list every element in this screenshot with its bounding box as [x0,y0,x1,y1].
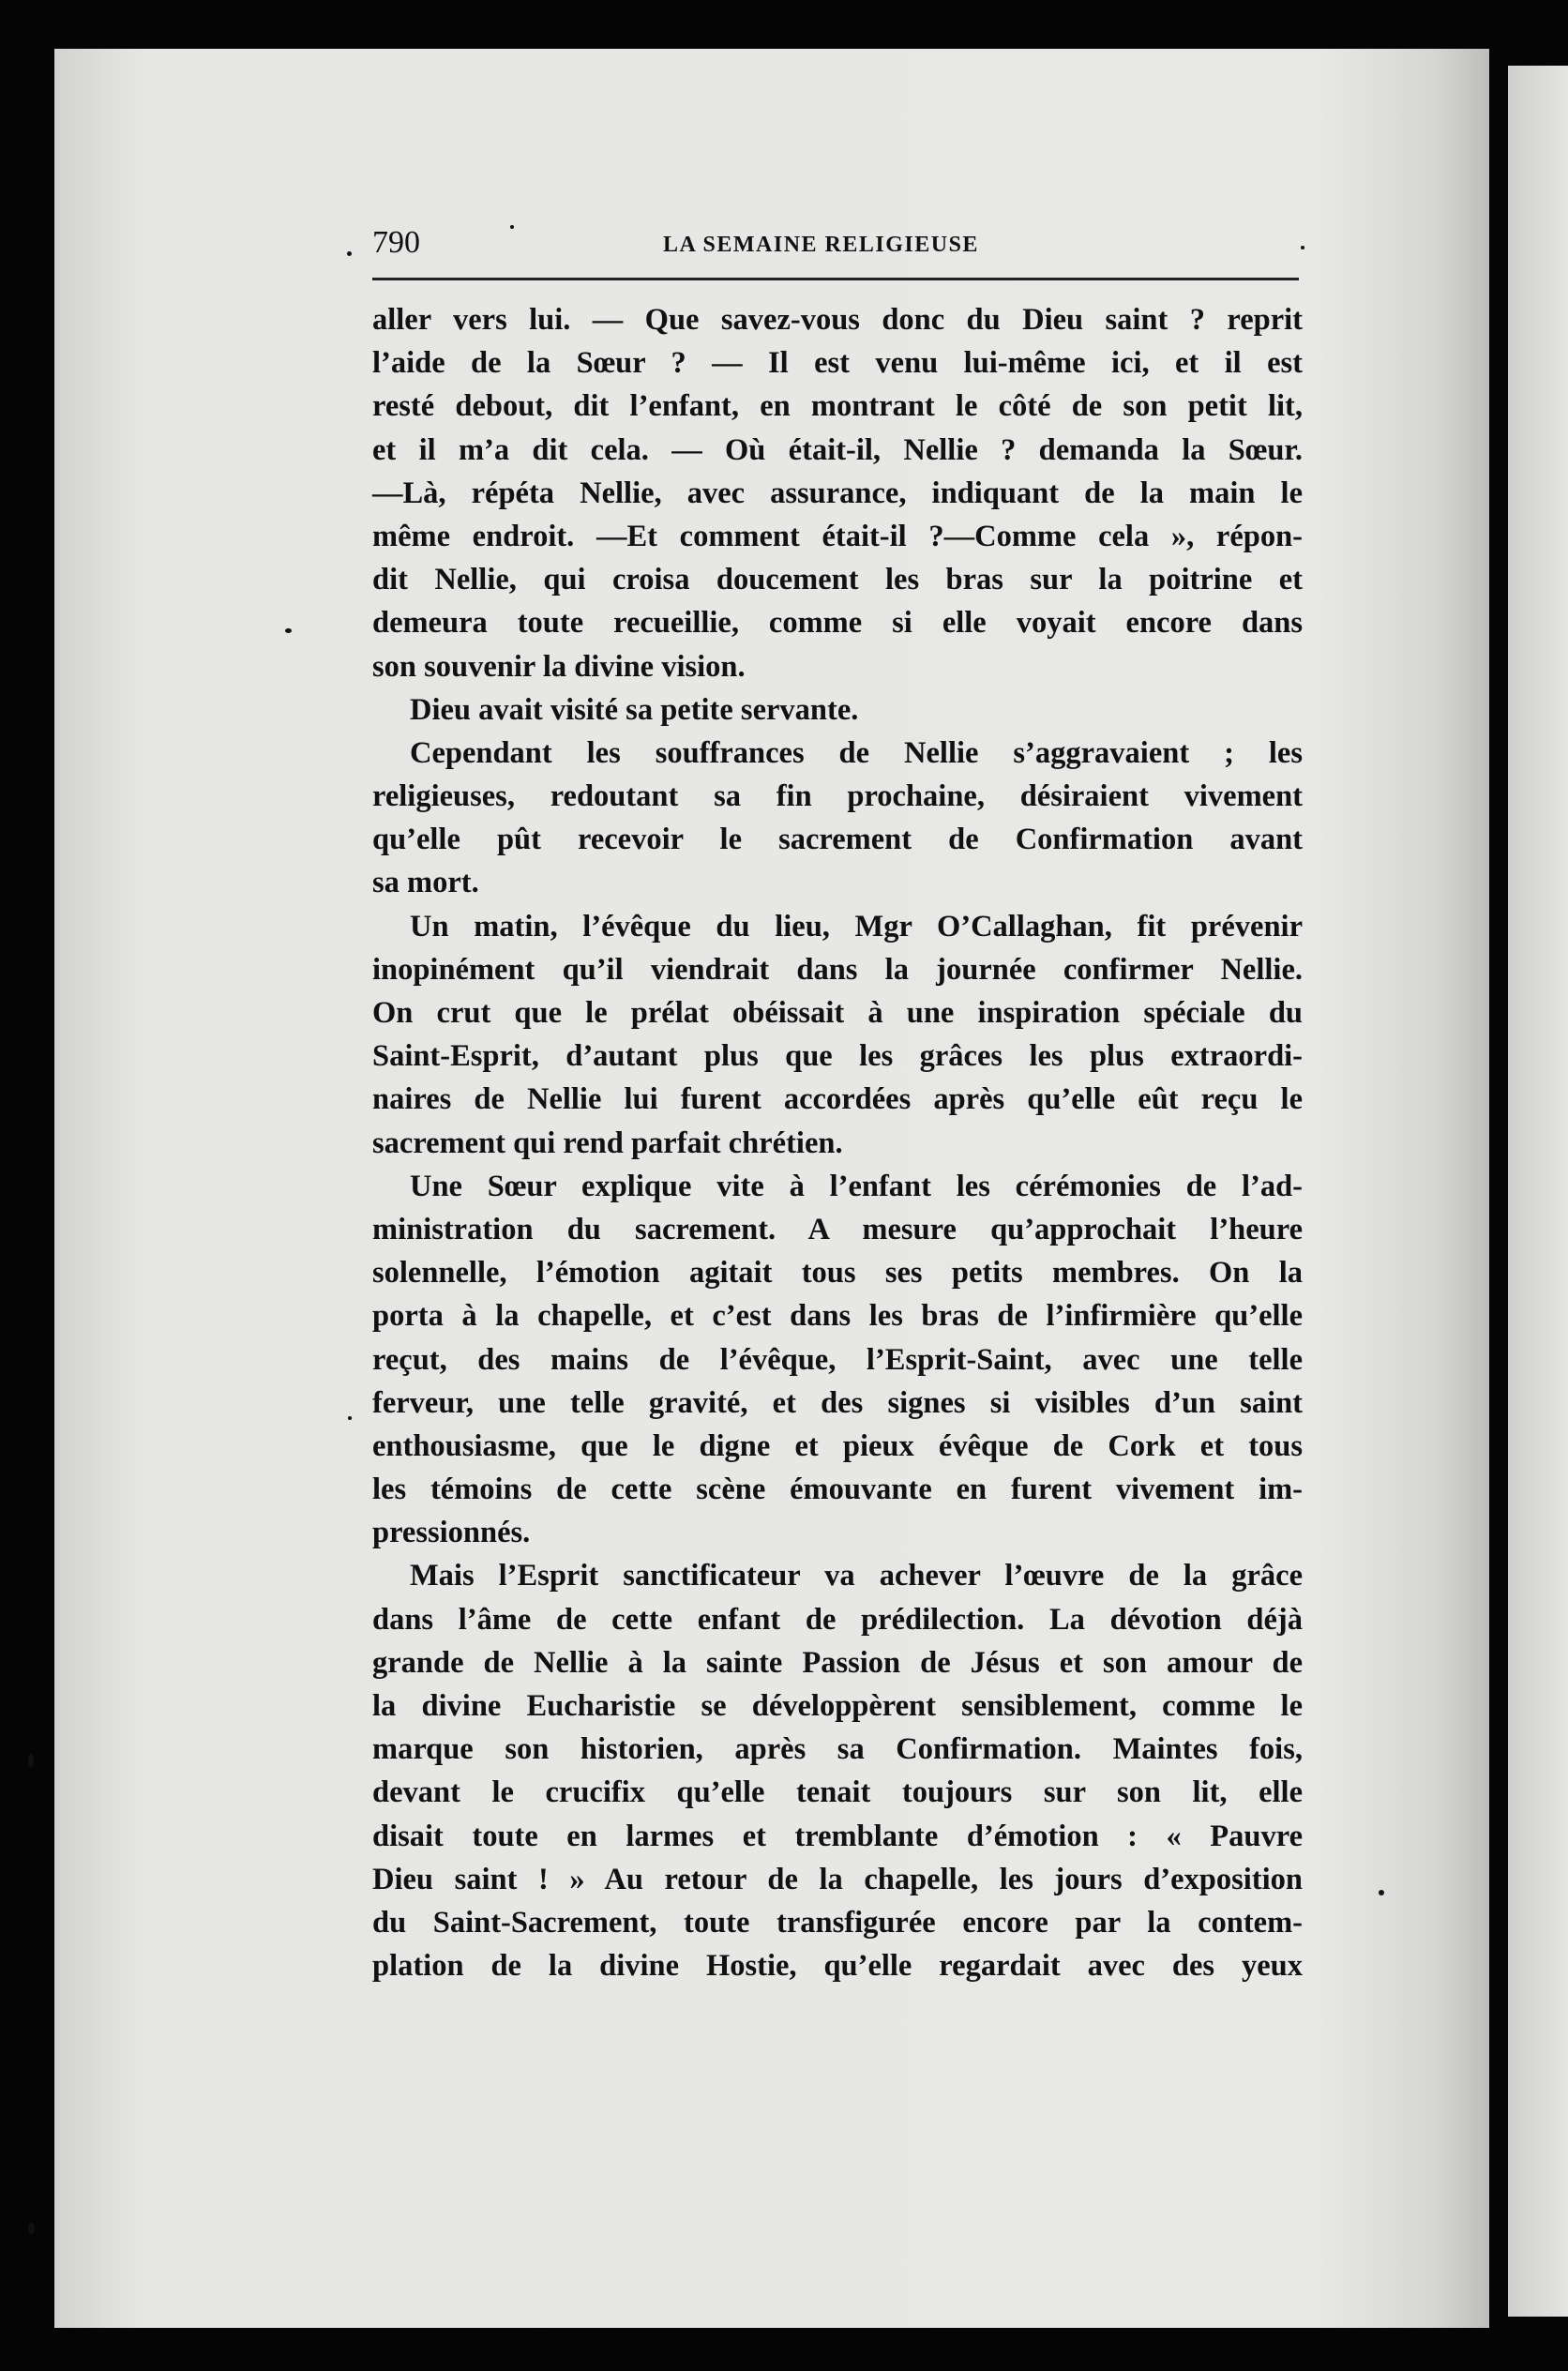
scan-speck [510,225,514,229]
text-line: On crut que le prélat obéissait à une inspiration spéciale du [372,996,1303,1030]
text-line: du Saint-Sacrement, toute transfigurée encore par la contem- [372,1905,1303,1940]
text-line: ferveur, une telle gravité, et des signes si visibles d’un saint [372,1385,1303,1420]
running-head [372,225,1299,272]
text-line: reçut, des mains de l’évêque, l’Esprit-Saint, avec une telle [372,1342,1303,1377]
text-line: porta à la chapelle, et c’est dans les bras de l’infirmière qu’elle [372,1299,1303,1334]
text-line: Saint-Esprit, d’autant plus que les grâces les plus extraordi- [372,1039,1303,1074]
facing-page-edge [1508,66,1568,2317]
text-line: dit Nellie, qui croisa doucement les bras sur la poitrine et [372,563,1303,597]
scan-speck [28,2223,35,2234]
text-line: disait toute en larmes et tremblante d’émotion : « Pauvre [372,1819,1303,1853]
text-line: resté debout, dit l’enfant, en montrant le côté de son petit lit, [372,389,1303,424]
text-line: naires de Nellie lui furent accordées après qu’elle eût reçu le [372,1082,1303,1117]
body-text [372,298,1303,1987]
scan-speck [285,628,292,633]
page-number: 790 [372,225,420,260]
text-line: ministration du sacrement. A mesure qu’approchait l’heure [372,1212,1303,1246]
text-line: l’aide de la Sœur ? — Il est venu lui-même ici, et il est [372,346,1303,381]
scan-speck [1301,246,1304,249]
text-line: même endroit. —Et comment était-il ?—Comme cela », répon- [372,519,1303,553]
text-line: et il m’a dit cela. — Où était-il, Nellie ? demanda la Sœur. [372,432,1303,467]
text-line: Une Sœur explique vite à l’enfant les cérémonies de l’ad- [410,1169,1303,1203]
text-line: devant le crucifix qu’elle tenait toujours sur son lit, elle [372,1775,1303,1810]
text-line: la divine Eucharistie se développèrent sensiblement, comme le [372,1689,1303,1723]
text-line: pressionnés. [372,1516,531,1550]
text-line: religieuses, redoutant sa fin prochaine, désiraient vivement [372,779,1303,814]
text-line: plation de la divine Hostie, qu’elle regardait avec des yeux [372,1949,1303,1984]
text-line: Cependant les souffrances de Nellie s’aggravaient ; les [410,735,1303,770]
text-line: inopinément qu’il viendrait dans la journée confirmer Nellie. [372,952,1303,987]
scan-speck [348,1416,352,1420]
text-line: aller vers lui. — Que savez-vous donc du Dieu saint ? reprit [372,303,1303,337]
text-line: Dieu avait visité sa petite servante. [410,692,859,727]
text-line: demeura toute recueillie, comme si elle voyait encore dans [372,606,1303,641]
text-line: les témoins de cette scène émouvante en furent vivement im- [372,1472,1303,1507]
scan-speck [28,1754,34,1767]
text-line: enthousiasme, que le digne et pieux évêque de Cork et tous [372,1428,1303,1463]
text-line: sacrement qui rend parfait chrétien. [372,1125,843,1160]
text-line: solennelle, l’émotion agitait tous ses petits membres. On la [372,1256,1303,1291]
text-line: grande de Nellie à la sainte Passion de Jésus et son amour de [372,1645,1303,1680]
scan-speck [347,251,352,256]
text-line: marque son historien, après sa Confirmation. Maintes fois, [372,1732,1303,1767]
text-line: Dieu saint ! » Au retour de la chapelle, les jours d’exposition [372,1862,1303,1896]
header-rule [372,278,1299,280]
text-line: —Là, répéta Nellie, avec assurance, indiquant de la main le [372,476,1303,510]
text-line: dans l’âme de cette enfant de prédilection. La dévotion déjà [372,1602,1303,1637]
text-line: son souvenir la divine vision. [372,649,746,684]
text-line: qu’elle pût recevoir le sacrement de Confirmation avant [372,823,1303,857]
scan-speck [1379,1890,1384,1895]
text-line: Un matin, l’évêque du lieu, Mgr O’Callaghan, fit prévenir [410,909,1303,944]
text-line: sa mort. [372,866,479,900]
journal-title: LA SEMAINE RELIGIEUSE [663,233,979,257]
text-line: Mais l’Esprit sanctificateur va achever l’œuvre de la grâce [410,1559,1303,1593]
